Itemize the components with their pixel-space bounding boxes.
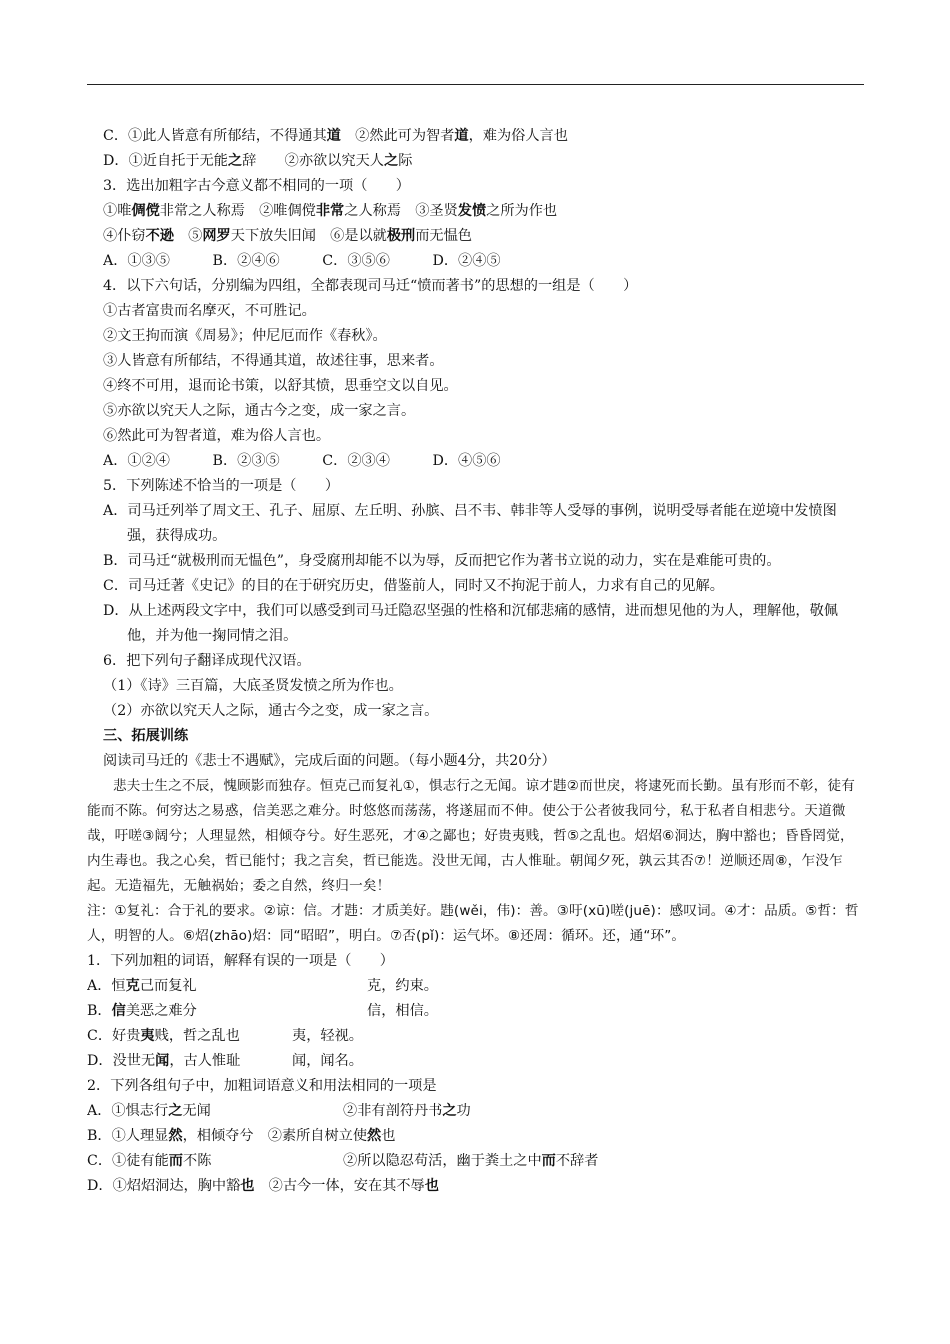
ex2-stem: 2．下列各组句子中，加粗词语意义和用法相同的一项是 xyxy=(87,1078,437,1094)
bold-word: 极刑 xyxy=(386,228,416,244)
gloss: 信，相信。 xyxy=(367,1003,438,1019)
q2-option-d xyxy=(103,149,863,174)
q5-option-c: C．司马迁著《史记》的目的在于研究历史，借鉴前人，同时又不拘泥于前人，力求有自己的见解。 xyxy=(103,578,724,594)
bold-word: 发愤 xyxy=(457,203,487,219)
q6-stem: 6．把下列句子翻译成现代汉语。 xyxy=(103,653,311,669)
text: 而无愠色 xyxy=(415,228,472,244)
bold-word: 不逊 xyxy=(145,228,174,244)
text: D．①炤炤洞达，胸中豁 xyxy=(87,1178,241,1194)
q3-stem: 3．选出加粗字古今意义都不相同的一项（ ） xyxy=(103,178,410,194)
text: ②然此可为智者 xyxy=(340,128,455,144)
q6-sentence-2: （2）亦欲以究天人之际，通古今之变，成一家之言。 xyxy=(103,703,439,719)
bold-word: 信 xyxy=(111,1003,126,1019)
q5-option-d: D．从上述两段文字中，我们可以感受到司马迁隐忍坚强的性格和沉郁悲痛的感情，进而想见他的为人，理解他，敬佩他，并为他一掬同情之泪。 xyxy=(103,603,838,644)
text: ①唯 xyxy=(103,203,132,219)
text: ，难为俗人言也 xyxy=(468,128,568,144)
text: ④仆窃 xyxy=(103,228,146,244)
text: 际 xyxy=(398,153,413,169)
section-heading: 三、拓展训练 xyxy=(103,728,189,744)
text: B．①人理显 xyxy=(87,1128,169,1144)
q2-option-c xyxy=(103,124,863,149)
text: 之所为作也 xyxy=(486,203,558,219)
text: 无闻 xyxy=(182,1103,211,1119)
q3-row-2 xyxy=(103,224,863,249)
q4-item: ⑤亦欲以究天人之际，通古今之变，成一家之言。 xyxy=(103,403,416,419)
bold-word: 而 xyxy=(168,1153,183,1169)
bold-word: 也 xyxy=(424,1178,439,1194)
gloss: 克，约束。 xyxy=(367,978,438,994)
bold-word: 网罗 xyxy=(202,228,231,244)
ex2-option-c xyxy=(87,1149,863,1174)
text: C．好贵 xyxy=(87,1028,141,1044)
document-body xyxy=(87,124,863,1199)
bold-word: 也 xyxy=(240,1178,255,1194)
bold-word: 道 xyxy=(326,128,341,144)
bold-word: 之 xyxy=(227,153,243,169)
bold-word: 倜傥 xyxy=(131,203,160,219)
bold-word: 而 xyxy=(541,1153,556,1169)
text: 己而复礼 xyxy=(139,978,197,994)
annotations: 注：①复礼：合于礼的要求。②谅：信。才韪：才质美好。韪(wěi，伟)：善。③吁(xū)嗟(juē)：感叹词。④才：品质。⑤哲：哲人，明智的人。⑥炤(zhāo)炤：同“昭昭”，明白。⑦否(pǐ)：运气坏。⑧还周：循环。还，通“环”。 xyxy=(87,903,859,944)
text: D．①近自托于无能 xyxy=(103,153,228,169)
reading-intro: 阅读司马迁的《悲士不遇赋》，完成后面的问题。（每小题4分，共20分） xyxy=(103,753,556,769)
q5-stem: 5．下列陈述不恰当的一项是（ ） xyxy=(103,478,340,494)
text: 天下放失旧闻 ⑥是以就 xyxy=(230,228,387,244)
text: C．①徒有能 xyxy=(87,1153,169,1169)
text: ②所以隐忍苟活，幽于粪土之中 xyxy=(343,1153,542,1169)
passage: 悲夫士生之不辰，愧顾影而独存。恒克己而复礼①，惧志行之无闻。谅才韪②而世戾，将逮死而长勤。虽有形而不彰，徒有能而不陈。何穷达之易惑，信美恶之难分。时悠悠而荡荡，将遂屈而不伸。使公于公者彼我同兮，私于私者自相悲兮。天道微哉，吁嗟③阔兮；人理显然，相倾夺兮。好生恶死，才④之鄙也；好贵夷贱，哲⑤之乱也。炤炤⑥洞达，胸中豁也；昏昏罔觉，内生毒也。我之心矣，哲已能忖；我之言矣，哲已能选。没世无闻，古人惟耻。朝闻夕死，孰云其否⑦！逆顺还周⑧，乍没乍起。无造福先，无触祸始；委之自然，终归一矣！ xyxy=(87,778,856,894)
text: 贱，哲之乱也 xyxy=(154,1028,240,1044)
bold-word: 之 xyxy=(442,1103,457,1119)
text: B． xyxy=(87,1003,112,1019)
q6-sentence-1: （1）《诗》三百篇，大底圣贤发愤之所为作也。 xyxy=(103,678,403,694)
q4-item: ③人皆意有所郁结，不得通其道，故述往事，思来者。 xyxy=(103,353,444,369)
ex2-option-d xyxy=(87,1174,863,1199)
text: C．①此人皆意有所郁结，不得通其 xyxy=(103,128,327,144)
q5-option-a: A．司马迁列举了周文王、孔子、屈原、左丘明、孙膑、吕不韦、韩非等人受辱的事例，说明受辱者能在逆境中发愤图强，获得成功。 xyxy=(103,503,837,544)
q3-options: A．①③⑤ B．②④⑥ C．③⑤⑥ D．②④⑤ xyxy=(103,253,501,269)
text: 不陈 xyxy=(183,1153,212,1169)
q4-item: ④终不可用，退而论书策，以舒其愤，思垂空文以自见。 xyxy=(103,378,458,394)
gloss: 闻，闻名。 xyxy=(292,1053,363,1069)
text: ②古今一体，安在其不辱 xyxy=(254,1178,425,1194)
q4-options: A．①②④ B．②③⑤ C．②③④ D．④⑤⑥ xyxy=(103,453,501,469)
ex1-option-d xyxy=(87,1049,863,1074)
bold-word: 非常 xyxy=(315,203,345,219)
bold-word: 闻 xyxy=(155,1053,170,1069)
bold-word: 之 xyxy=(168,1103,183,1119)
ex2-option-a xyxy=(87,1099,863,1124)
ex2-option-b xyxy=(87,1124,863,1149)
bold-word: 夷 xyxy=(140,1028,155,1044)
text: 美恶之难分 xyxy=(125,1003,197,1019)
text: 之人称焉 ③圣贤 xyxy=(344,203,458,219)
ex1-option-a xyxy=(87,974,863,999)
bold-word: 之 xyxy=(383,153,399,169)
q5-option-b: B．司马迁“就极刑而无愠色”，身受腐刑却能不以为辱，反而把它作为著书立说的动力，实在是难能可贵的。 xyxy=(103,553,781,569)
text: ②非有剖符丹书 xyxy=(343,1103,443,1119)
text: D．没世无 xyxy=(87,1053,156,1069)
bold-word: 然 xyxy=(367,1128,382,1144)
q3-row-1 xyxy=(103,199,863,224)
gloss: 夷，轻视。 xyxy=(292,1028,363,1044)
text: A．①惧志行 xyxy=(87,1103,169,1119)
text: ⑤ xyxy=(173,228,203,244)
text: A．恒 xyxy=(87,978,126,994)
text: 辞 ②亦欲以究天人 xyxy=(242,153,384,169)
ex1-stem: 1．下列加粗的词语，解释有误的一项是（ ） xyxy=(87,953,394,969)
text: 也 xyxy=(381,1128,396,1144)
text: ，古人惟耻 xyxy=(169,1053,241,1069)
ex1-option-b xyxy=(87,999,863,1024)
header-rule xyxy=(87,84,864,85)
bold-word: 克 xyxy=(125,978,140,994)
text: 非常之人称焉 ②唯倜傥 xyxy=(159,203,316,219)
text: 功 xyxy=(456,1103,471,1119)
ex1-option-c xyxy=(87,1024,863,1049)
text: ，相倾夺兮 ②素所自树立使 xyxy=(182,1128,368,1144)
bold-word: 道 xyxy=(454,128,469,144)
text: 不辞者 xyxy=(555,1153,599,1169)
q4-item: ⑥然此可为智者道，难为俗人言也。 xyxy=(103,428,331,444)
q4-item: ②文王拘而演《周易》；仲尼厄而作《春秋》。 xyxy=(103,328,387,344)
bold-word: 然 xyxy=(168,1128,183,1144)
q4-stem: 4．以下六句话，分别编为四组，全都表现司马迁“愤而著书”的思想的一组是（ ） xyxy=(103,278,638,294)
q4-item: ①古者富贵而名摩灭，不可胜记。 xyxy=(103,303,316,319)
